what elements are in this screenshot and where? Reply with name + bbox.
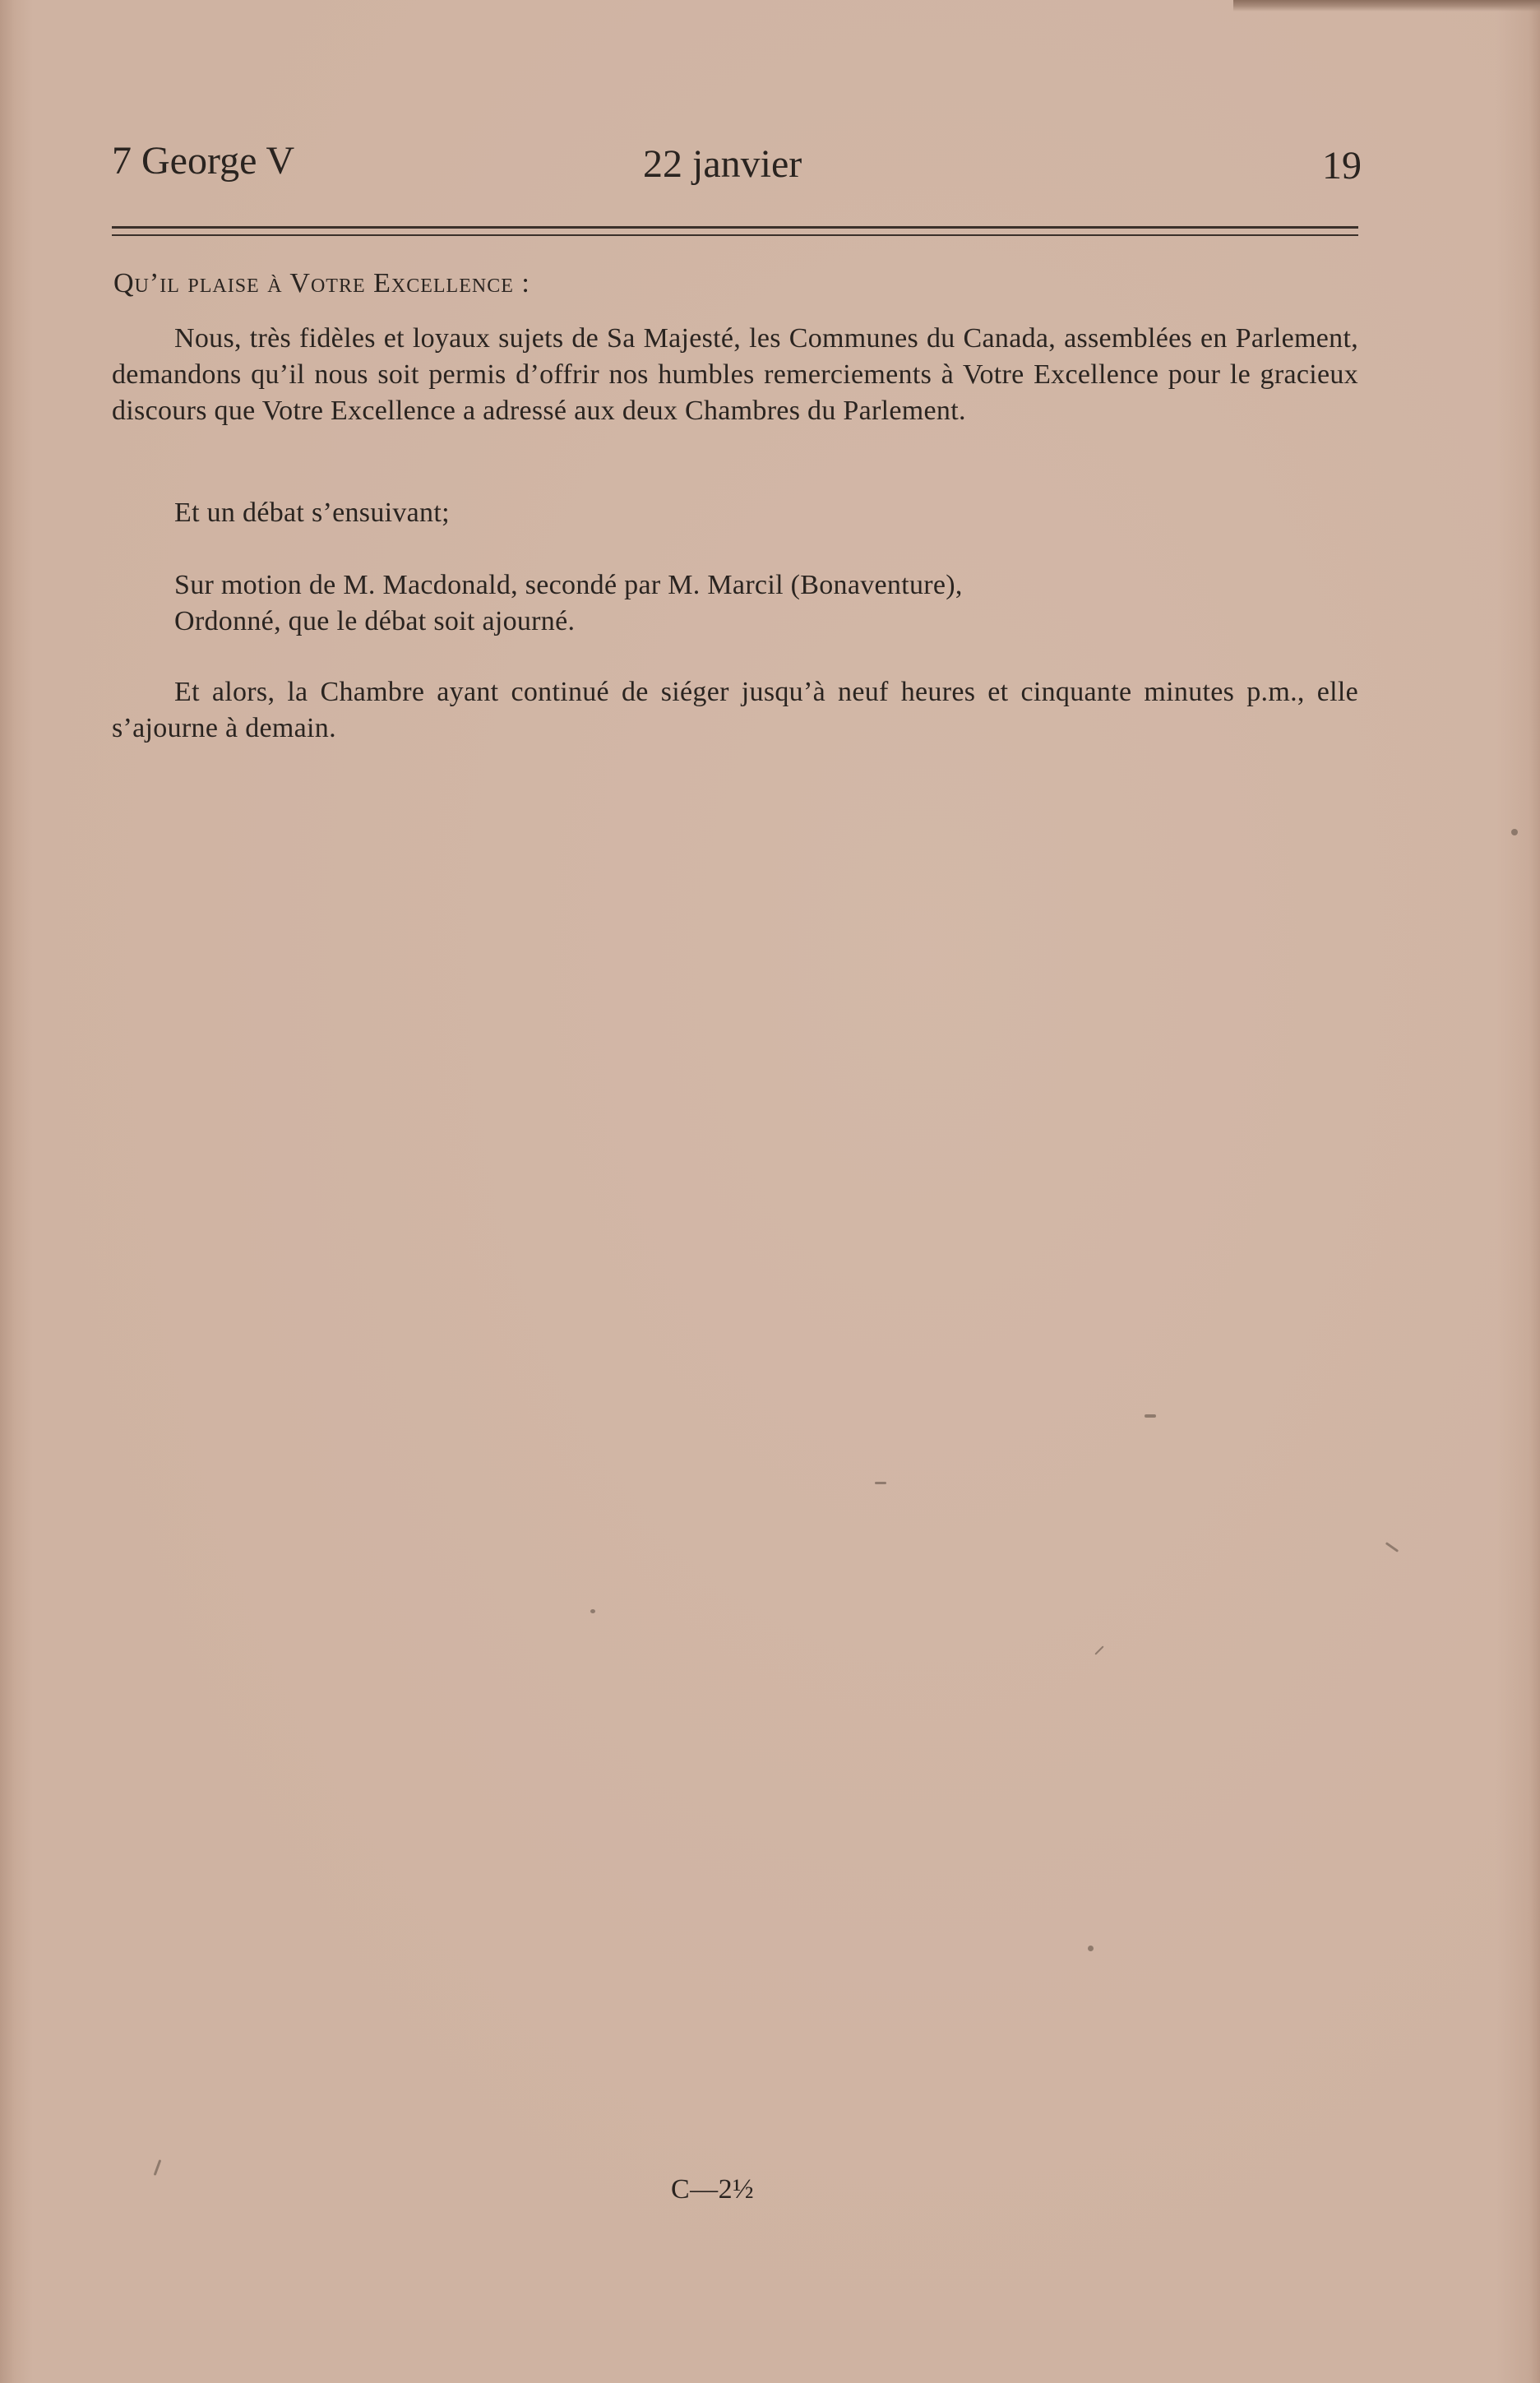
signature-mark: C—2½ bbox=[671, 2174, 755, 2205]
page-number: 19 bbox=[1322, 144, 1362, 187]
paper-speck bbox=[875, 1482, 886, 1484]
book-edge bbox=[1233, 0, 1540, 12]
header-rule-top bbox=[112, 226, 1358, 229]
paragraph-address: Nous, très fidèles et loyaux sujets de Sa Majesté, les Communes du Canada, assemblées en Parlement, demandons qu’il nous soit permis d’offrir nos humbles remerciements à Votre Excellence pour le gracieux discours que Votre Excellence a adressé aux deux Chambres du Parlement. bbox=[112, 323, 1358, 426]
order-line: Ordonné, que le débat soit ajourné. bbox=[174, 606, 576, 636]
paper-speck bbox=[1511, 829, 1518, 835]
header-rule-bottom bbox=[112, 234, 1358, 236]
running-head bbox=[112, 138, 1362, 187]
paper-speck bbox=[154, 2159, 162, 2176]
paper-speck bbox=[1145, 1414, 1156, 1418]
salutation: Qu’il plaise à Votre Excellence : bbox=[113, 268, 530, 298]
paper-speck bbox=[1094, 1645, 1103, 1654]
paper-speck bbox=[1088, 1946, 1094, 1951]
motion-line: Sur motion de M. Macdonald, secondé par M. Marcil (Bonaventure), bbox=[174, 570, 963, 600]
page-date: 22 janvier bbox=[643, 142, 802, 186]
paragraph-adjournment: Et alors, la Chambre ayant continué de siéger jusqu’à neuf heures et cinquante minutes p.m., elle s’ajourne à demain. bbox=[112, 677, 1358, 743]
paragraph-motion bbox=[112, 567, 1358, 640]
regnal-year: 7 George V bbox=[112, 139, 295, 183]
paragraph-debate: Et un débat s’ensuivant; bbox=[174, 497, 450, 528]
paper-speck bbox=[1385, 1542, 1399, 1552]
paper-speck bbox=[590, 1609, 595, 1613]
